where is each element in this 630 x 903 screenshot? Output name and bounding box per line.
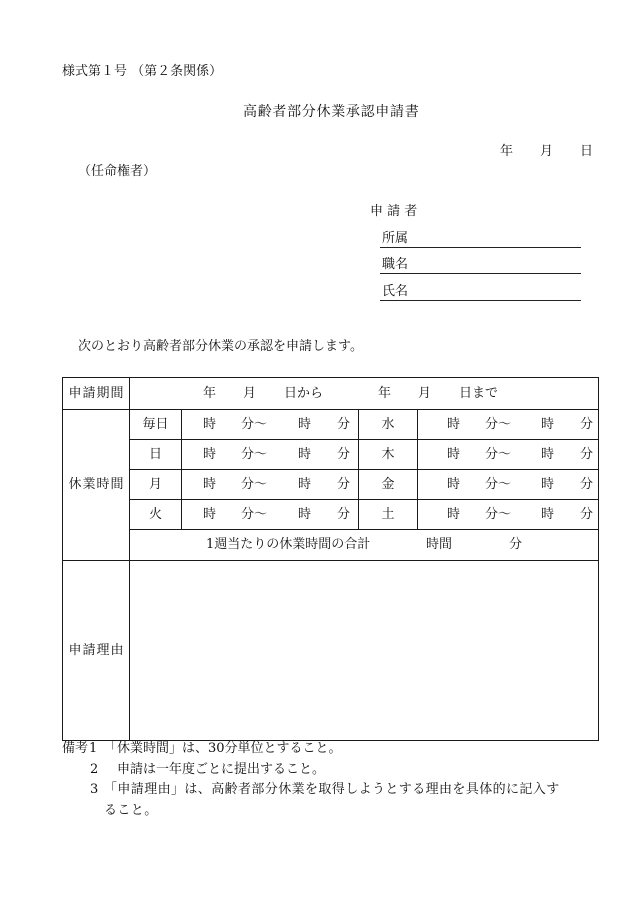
right-day-cell: 土 <box>359 500 418 530</box>
start-minute-unit: 分～ <box>485 447 512 462</box>
notes-heading: 備考 <box>62 741 89 756</box>
note-text: 「休業時間」は、30分単位とすること。 <box>104 741 342 756</box>
start-hour-unit: 時 <box>203 447 217 462</box>
start-hour-unit: 時 <box>203 507 217 522</box>
end-minute-unit: 分 <box>580 417 594 432</box>
applicant-heading: 申 請 者 <box>370 204 418 219</box>
weekly-total-hours-unit: 時間 <box>426 537 453 552</box>
left-time-cell <box>182 410 359 440</box>
hours-row <box>63 500 599 530</box>
reason-cell <box>130 561 599 741</box>
start-minute-unit: 分～ <box>485 417 512 432</box>
start-hour-unit: 時 <box>447 447 461 462</box>
left-day-cell: 毎日 <box>130 410 182 440</box>
hours-row <box>63 410 599 440</box>
hours-label: 休業時間 <box>63 410 130 561</box>
end-minute-unit: 分 <box>580 507 594 522</box>
end-hour-unit: 時 <box>541 477 555 492</box>
end-hour-unit: 時 <box>298 507 312 522</box>
hours-row <box>63 470 599 500</box>
addressee: （任命権者） <box>78 164 157 179</box>
application-table <box>62 377 599 741</box>
weekly-total-label: 1週当たりの休業時間の合計 <box>206 537 371 552</box>
intro-text: 次のとおり高齢者部分休業の承認を申請します。 <box>78 339 363 354</box>
end-hour-unit: 時 <box>298 477 312 492</box>
end-minute-unit: 分 <box>337 507 351 522</box>
end-minute-unit: 分 <box>337 477 351 492</box>
date-year-label: 年 <box>500 144 514 159</box>
end-hour-unit: 時 <box>298 447 312 462</box>
right-time-cell <box>418 440 599 470</box>
period-from-month: 月 <box>243 386 257 401</box>
start-minute-unit: 分～ <box>485 477 512 492</box>
job-title-label: 職名 <box>382 257 409 272</box>
left-time-cell <box>182 440 359 470</box>
date-day-label: 日 <box>580 144 594 159</box>
period-from-year: 年 <box>203 386 217 401</box>
affiliation-label: 所属 <box>382 231 409 246</box>
left-day-cell: 火 <box>130 500 182 530</box>
weekly-total-row <box>63 530 599 561</box>
end-hour-unit: 時 <box>298 417 312 432</box>
end-hour-unit: 時 <box>541 507 555 522</box>
end-hour-unit: 時 <box>541 447 555 462</box>
note-number: 3 <box>90 782 99 797</box>
form-title: 高齢者部分休業承認申請書 <box>243 104 420 120</box>
period-cell <box>130 378 599 410</box>
right-day-cell: 木 <box>359 440 418 470</box>
job-title-field <box>380 257 581 274</box>
start-minute-unit: 分～ <box>485 507 512 522</box>
form-number: 様式第１号 （第２条関係） <box>62 64 223 79</box>
right-day-cell: 水 <box>359 410 418 440</box>
end-minute-unit: 分 <box>580 477 594 492</box>
left-day-cell: 日 <box>130 440 182 470</box>
name-field <box>380 284 581 301</box>
end-hour-unit: 時 <box>541 417 555 432</box>
right-time-cell <box>418 410 599 440</box>
note-number: 2 <box>90 762 99 777</box>
start-minute-unit: 分～ <box>241 477 268 492</box>
period-row <box>63 378 599 410</box>
left-day-cell: 月 <box>130 470 182 500</box>
period-label: 申請期間 <box>63 378 130 410</box>
hours-row <box>63 440 599 470</box>
left-time-cell <box>182 500 359 530</box>
start-hour-unit: 時 <box>203 417 217 432</box>
start-hour-unit: 時 <box>203 477 217 492</box>
period-to-day: 日まで <box>459 386 499 401</box>
note-text: 「申請理由」は、高齢者部分休業を取得しようとする理由を具体的に記入す <box>104 782 560 797</box>
start-hour-unit: 時 <box>447 417 461 432</box>
start-hour-unit: 時 <box>447 477 461 492</box>
right-day-cell: 金 <box>359 470 418 500</box>
end-minute-unit: 分 <box>337 417 351 432</box>
end-minute-unit: 分 <box>337 447 351 462</box>
period-to-month: 月 <box>418 386 432 401</box>
note-number: 1 <box>89 741 98 756</box>
weekly-total-cell <box>130 530 599 561</box>
left-time-cell <box>182 470 359 500</box>
start-minute-unit: 分～ <box>241 447 268 462</box>
right-time-cell <box>418 500 599 530</box>
weekly-total-minutes-unit: 分 <box>509 537 523 552</box>
note-text-continued: ること。 <box>104 803 158 818</box>
reason-label: 申請理由 <box>63 561 130 741</box>
start-hour-unit: 時 <box>447 507 461 522</box>
end-minute-unit: 分 <box>580 447 594 462</box>
name-label: 氏名 <box>382 284 409 299</box>
affiliation-field <box>380 231 581 248</box>
date-month-label: 月 <box>540 144 554 159</box>
start-minute-unit: 分～ <box>241 507 268 522</box>
reason-row <box>63 561 599 741</box>
period-from-day: 日から <box>284 386 324 401</box>
right-time-cell <box>418 470 599 500</box>
period-to-year: 年 <box>378 386 392 401</box>
start-minute-unit: 分～ <box>241 417 268 432</box>
note-text: 申請は一年度ごとに提出すること。 <box>117 762 326 777</box>
